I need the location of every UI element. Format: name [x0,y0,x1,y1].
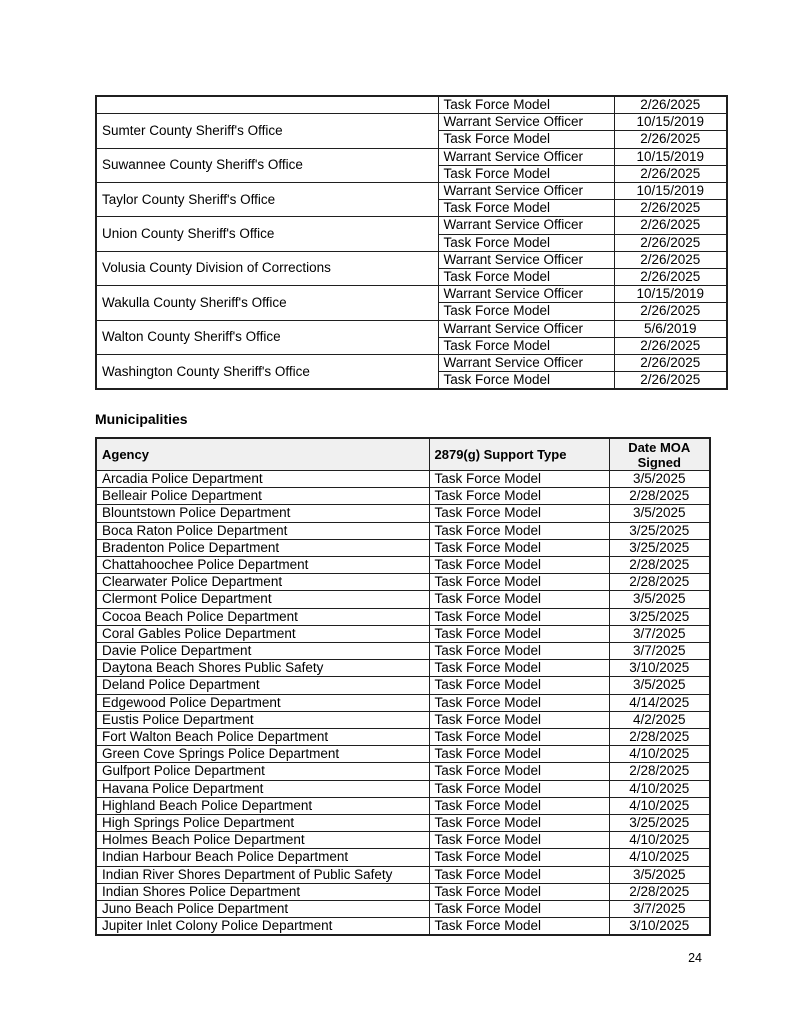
table-row [96,96,727,114]
date-signed-cell: 4/14/2025 [609,694,710,711]
support-type-cell: Task Force Model [429,780,609,797]
agency-cell: Clearwater Police Department [96,574,429,591]
agency-cell: Wakulla County Sheriff's Office [96,286,438,320]
support-type-cell: Warrant Service Officer [438,148,614,165]
date-signed-cell: 2/26/2025 [614,337,727,354]
date-signed-cell: 2/26/2025 [614,200,727,217]
table-row [96,625,710,642]
support-type-cell: Task Force Model [429,591,609,608]
support-type-cell: Task Force Model [429,694,609,711]
date-signed-cell: 10/15/2019 [614,183,727,200]
agency-cell: Coral Gables Police Department [96,625,429,642]
agency-cell: Taylor County Sheriff's Office [96,183,438,217]
date-signed-cell: 3/7/2025 [609,643,710,660]
support-type-cell: Task Force Model [438,372,614,390]
table-row [96,866,710,883]
table-row [96,114,727,131]
agency-cell: Green Cove Springs Police Department [96,746,429,763]
date-signed-cell: 2/28/2025 [609,883,710,900]
date-signed-cell: 3/25/2025 [609,815,710,832]
support-type-cell: Task Force Model [429,849,609,866]
support-type-cell: Task Force Model [429,746,609,763]
support-type-cell: Task Force Model [429,505,609,522]
table-row [96,763,710,780]
table-row [96,557,710,574]
support-type-cell: Task Force Model [438,96,614,114]
support-type-cell: Task Force Model [438,303,614,320]
agency-cell: Havana Police Department [96,780,429,797]
support-type-cell: Task Force Model [438,337,614,354]
table-row [96,608,710,625]
agency-cell: Arcadia Police Department [96,471,429,488]
date-signed-cell: 2/26/2025 [614,269,727,286]
date-signed-cell: 3/25/2025 [609,522,710,539]
table-row [96,643,710,660]
support-type-cell: Task Force Model [429,608,609,625]
table-row [96,522,710,539]
support-type-cell: Warrant Service Officer [438,286,614,303]
date-signed-cell: 10/15/2019 [614,148,727,165]
table-row [96,694,710,711]
table-row [96,488,710,505]
support-type-cell: Task Force Model [429,625,609,642]
date-signed-cell: 2/28/2025 [609,574,710,591]
agency-cell: Deland Police Department [96,677,429,694]
date-signed-cell: 3/5/2025 [609,505,710,522]
date-signed-cell: 2/28/2025 [609,763,710,780]
agency-cell: Clermont Police Department [96,591,429,608]
table-row [96,505,710,522]
agency-cell: Daytona Beach Shores Public Safety [96,660,429,677]
date-signed-cell: 3/25/2025 [609,539,710,556]
table-row [96,729,710,746]
agency-cell: Fort Walton Beach Police Department [96,729,429,746]
support-type-cell: Task Force Model [429,883,609,900]
table-row [96,591,710,608]
date-signed-cell: 3/5/2025 [609,866,710,883]
agency-cell: Edgewood Police Department [96,694,429,711]
agency-cell: Bradenton Police Department [96,539,429,556]
date-signed-cell: 4/2/2025 [609,711,710,728]
date-signed-cell: 4/10/2025 [609,746,710,763]
support-type-cell: Task Force Model [429,522,609,539]
sheriffs-offices-table-body [96,96,727,389]
support-type-cell: Task Force Model [438,131,614,148]
agency-cell: Holmes Beach Police Department [96,832,429,849]
support-type-cell: Task Force Model [429,643,609,660]
date-signed-cell: 3/5/2025 [609,591,710,608]
support-type-cell: Task Force Model [429,471,609,488]
agency-cell: Boca Raton Police Department [96,522,429,539]
table-row [96,251,727,268]
support-type-cell: Warrant Service Officer [438,355,614,372]
date-signed-cell: 2/26/2025 [614,372,727,390]
date-signed-cell: 4/10/2025 [609,780,710,797]
date-signed-cell: 3/10/2025 [609,918,710,936]
date-signed-cell: 2/26/2025 [614,251,727,268]
agency-cell: Highland Beach Police Department [96,797,429,814]
table-row [96,677,710,694]
date-signed-cell: 2/26/2025 [614,234,727,251]
table-row [96,217,727,234]
support-type-cell: Task Force Model [429,918,609,936]
table-row [96,286,727,303]
date-signed-cell: 10/15/2019 [614,114,727,131]
agency-cell [96,96,438,114]
municipalities-heading: Municipalities [95,411,188,427]
table-row [96,471,710,488]
table-row [96,746,710,763]
date-signed-cell: 4/10/2025 [609,832,710,849]
support-type-cell: Task Force Model [429,539,609,556]
date-signed-cell: 10/15/2019 [614,286,727,303]
support-type-cell: Warrant Service Officer [438,251,614,268]
date-signed-cell: 3/10/2025 [609,660,710,677]
date-signed-cell: 2/28/2025 [609,729,710,746]
agency-cell: Juno Beach Police Department [96,901,429,918]
support-type-cell: Task Force Model [438,200,614,217]
date-signed-cell: 4/10/2025 [609,797,710,814]
agency-cell: Gulfport Police Department [96,763,429,780]
date-signed-cell: 3/5/2025 [609,677,710,694]
municipalities-header-row [96,438,710,471]
support-type-cell: Task Force Model [429,557,609,574]
date-signed-cell: 2/26/2025 [614,217,727,234]
table-row [96,780,710,797]
support-type-cell: Task Force Model [429,711,609,728]
agency-cell: Chattahoochee Police Department [96,557,429,574]
table-row [96,148,727,165]
support-type-cell: Task Force Model [429,797,609,814]
date-signed-cell: 2/26/2025 [614,165,727,182]
table-row [96,539,710,556]
municipalities-table-body [96,471,710,936]
date-signed-cell: 2/26/2025 [614,303,727,320]
support-type-cell: Task Force Model [438,165,614,182]
table-row [96,711,710,728]
table-row [96,183,727,200]
agency-cell: Belleair Police Department [96,488,429,505]
support-type-cell: Warrant Service Officer [438,114,614,131]
date-signed-cell: 2/26/2025 [614,96,727,114]
table-row [96,918,710,936]
date-signed-cell: 2/26/2025 [614,131,727,148]
date-signed-cell: 3/5/2025 [609,471,710,488]
agency-cell: Indian River Shores Department of Public Safety [96,866,429,883]
municipalities-table [95,437,711,936]
date-signed-cell: 3/7/2025 [609,625,710,642]
table-row [96,901,710,918]
sheriffs-offices-table [95,95,728,390]
agency-cell: Indian Shores Police Department [96,883,429,900]
support-type-cell: Task Force Model [429,763,609,780]
support-type-cell: Task Force Model [429,677,609,694]
agency-cell: Walton County Sheriff's Office [96,320,438,354]
agency-cell: Washington County Sheriff's Office [96,355,438,390]
agency-cell: Suwannee County Sheriff's Office [96,148,438,182]
agency-cell: Union County Sheriff's Office [96,217,438,251]
table-row [96,883,710,900]
date-signed-cell: 4/10/2025 [609,849,710,866]
table-row [96,849,710,866]
agency-cell: Davie Police Department [96,643,429,660]
table-row [96,574,710,591]
date-signed-cell: 2/28/2025 [609,557,710,574]
date-signed-cell: 3/7/2025 [609,901,710,918]
date-signed-cell: 3/25/2025 [609,608,710,625]
support-type-cell: Task Force Model [429,866,609,883]
support-type-cell: Task Force Model [429,574,609,591]
support-type-cell: Warrant Service Officer [438,320,614,337]
date-signed-cell: 5/6/2019 [614,320,727,337]
agency-cell: Cocoa Beach Police Department [96,608,429,625]
support-type-cell: Task Force Model [429,660,609,677]
support-type-cell: Task Force Model [429,832,609,849]
support-type-cell: Warrant Service Officer [438,183,614,200]
support-type-cell: Task Force Model [429,901,609,918]
date-moa-signed-column-header: Date MOA Signed [609,438,710,471]
support-type-column-header: 2879(g) Support Type [429,438,609,471]
support-type-cell: Task Force Model [429,815,609,832]
table-row [96,815,710,832]
support-type-cell: Warrant Service Officer [438,217,614,234]
table-row [96,660,710,677]
table-row [96,320,727,337]
agency-cell: Indian Harbour Beach Police Department [96,849,429,866]
agency-cell: Jupiter Inlet Colony Police Department [96,918,429,936]
table-row [96,832,710,849]
support-type-cell: Task Force Model [429,488,609,505]
agency-cell: Sumter County Sheriff's Office [96,114,438,148]
support-type-cell: Task Force Model [438,234,614,251]
date-signed-cell: 2/26/2025 [614,355,727,372]
support-type-cell: Task Force Model [429,729,609,746]
page-number: 24 [688,951,702,965]
date-signed-cell: 2/28/2025 [609,488,710,505]
agency-cell: Volusia County Division of Corrections [96,251,438,285]
agency-cell: Blountstown Police Department [96,505,429,522]
agency-cell: High Springs Police Department [96,815,429,832]
table-row [96,355,727,372]
agency-column-header: Agency [96,438,429,471]
support-type-cell: Task Force Model [438,269,614,286]
agency-cell: Eustis Police Department [96,711,429,728]
table-row [96,797,710,814]
